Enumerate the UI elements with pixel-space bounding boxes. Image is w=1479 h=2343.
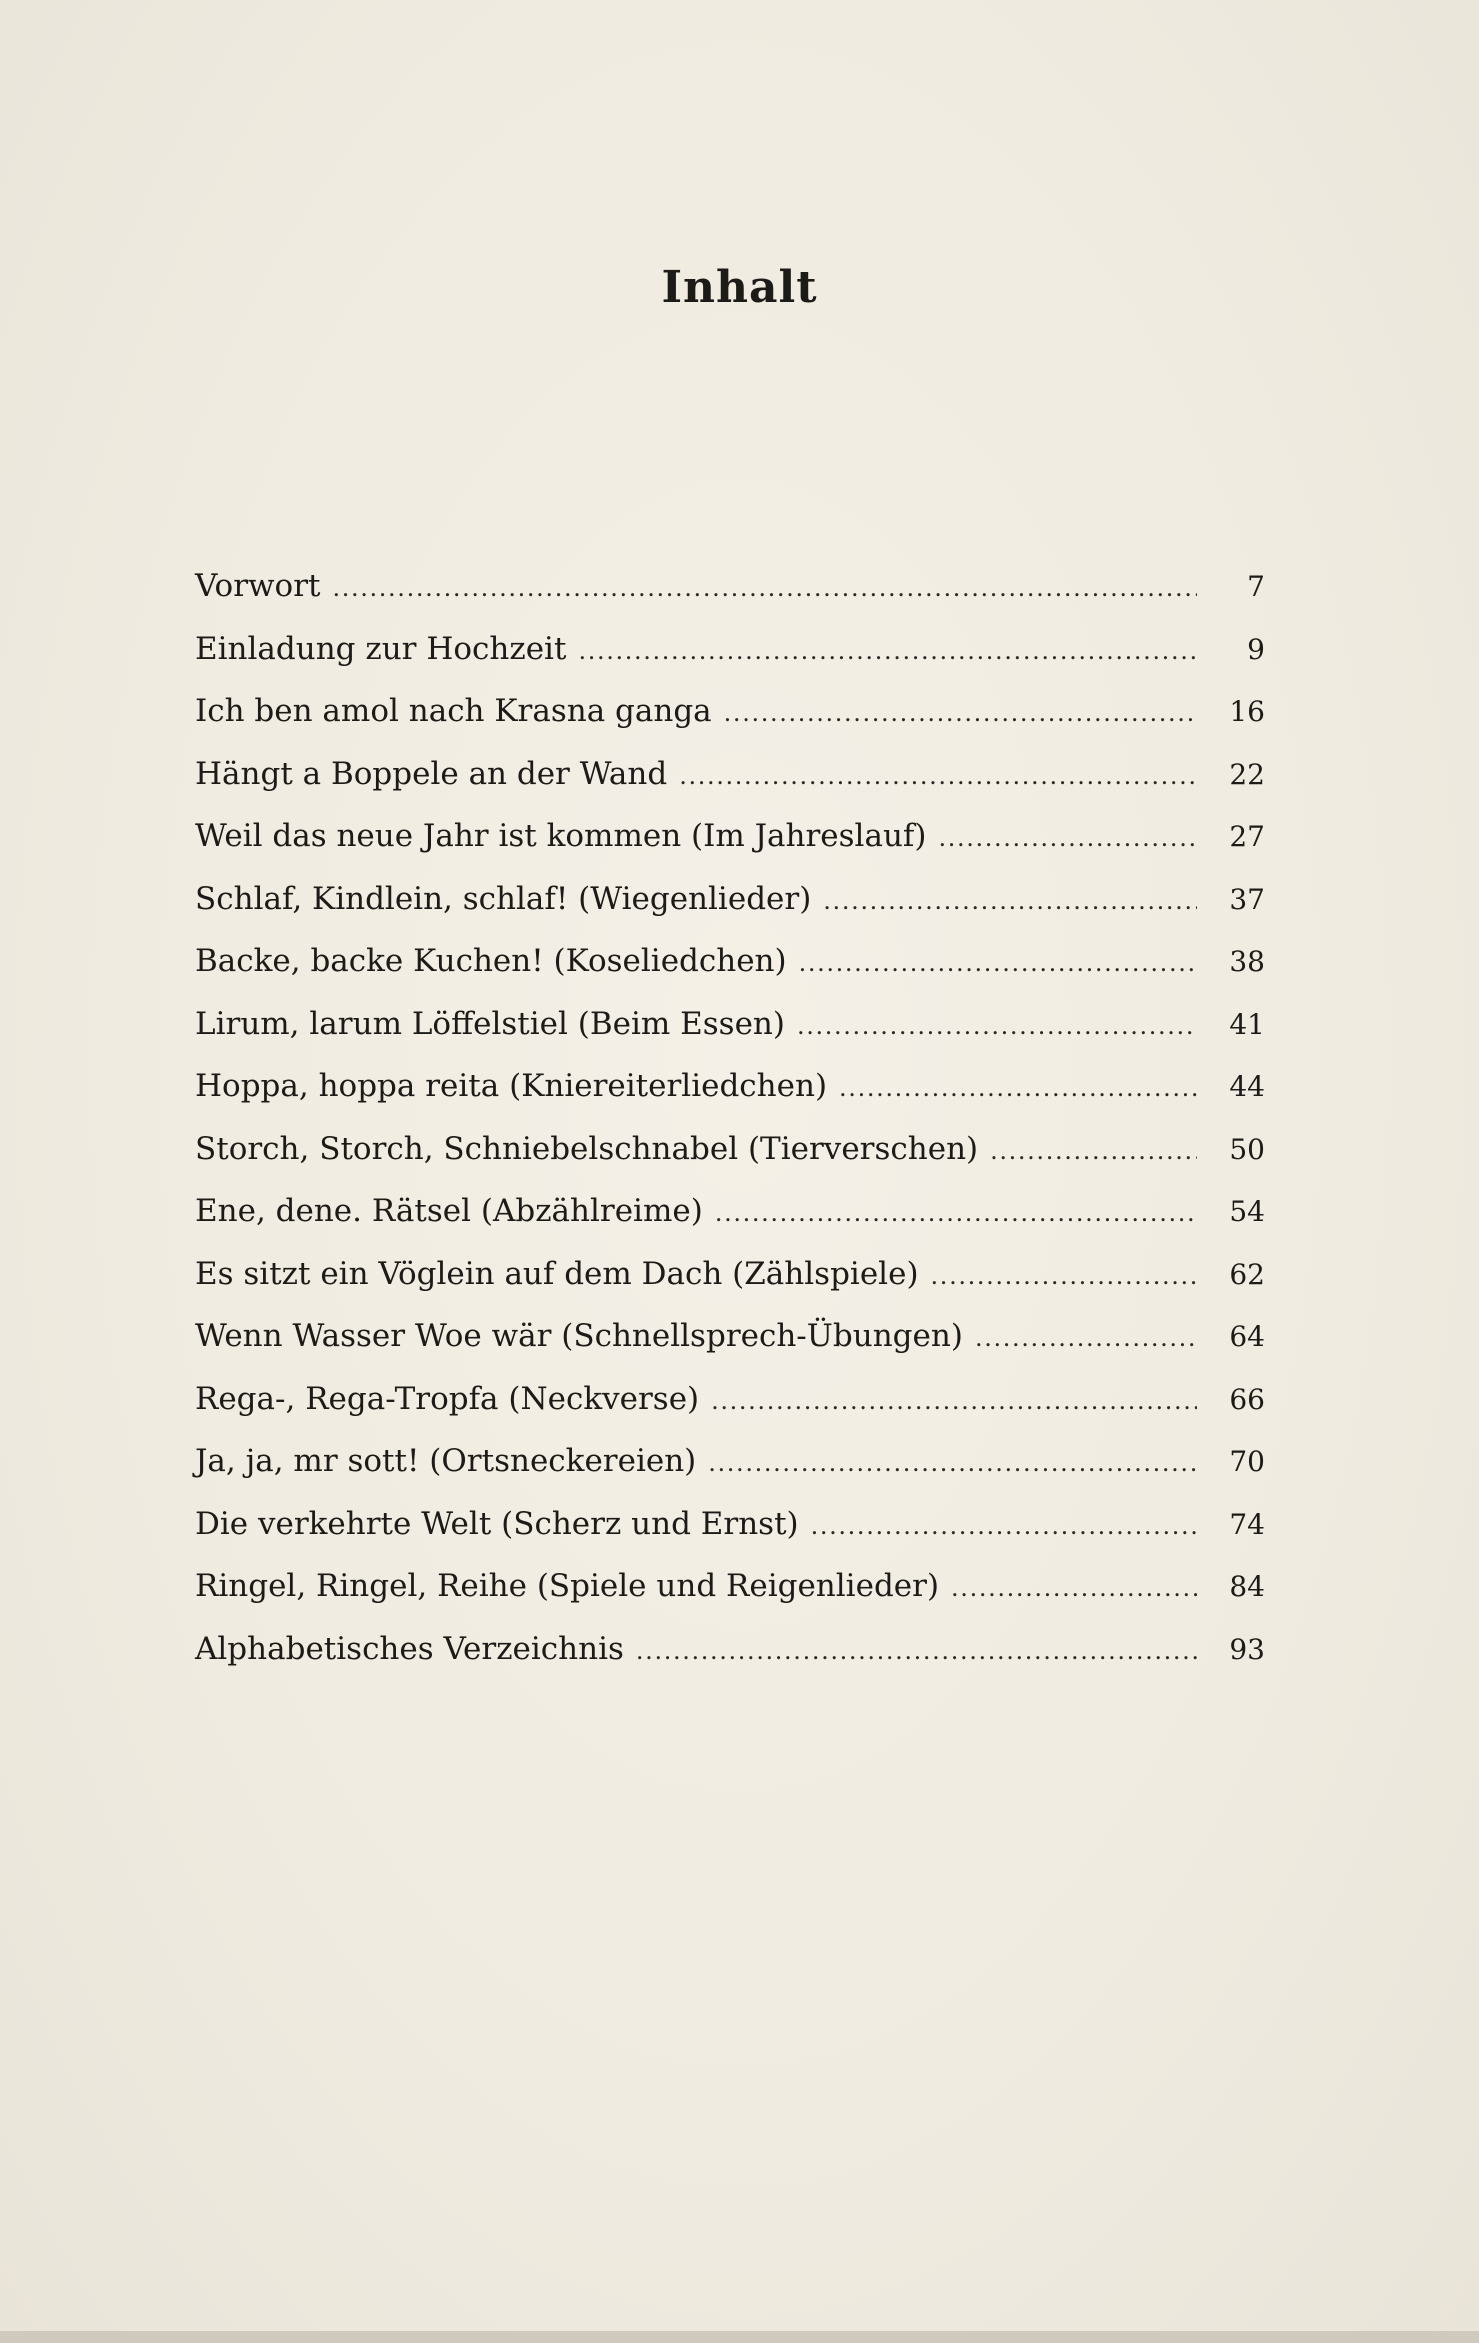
dot-leader bbox=[724, 699, 1197, 727]
dot-leader bbox=[938, 824, 1197, 852]
dot-leader bbox=[679, 762, 1197, 790]
toc-entry-page: 93 bbox=[1229, 1632, 1265, 1666]
toc-entry-page: 22 bbox=[1229, 757, 1265, 791]
toc-entry bbox=[195, 1631, 1265, 1694]
toc-entry-page: 41 bbox=[1229, 1007, 1265, 1041]
toc-entry bbox=[195, 1381, 1265, 1444]
dot-leader bbox=[578, 637, 1197, 665]
toc-entry-page: 37 bbox=[1229, 882, 1265, 916]
toc-entry-page: 74 bbox=[1229, 1507, 1265, 1541]
dot-leader bbox=[811, 1512, 1197, 1540]
toc-entry-title: Wenn Wasser Woe wär (Schnellsprech-Übungen) bbox=[195, 1318, 963, 1354]
toc-entry-title: Alphabetisches Verzeichnis bbox=[195, 1630, 624, 1667]
dot-leader bbox=[708, 1449, 1197, 1477]
dot-leader bbox=[715, 1199, 1197, 1227]
dot-leader bbox=[839, 1074, 1197, 1102]
toc-entry-page: 64 bbox=[1229, 1320, 1265, 1353]
toc-entry-title: Hoppa, hoppa reita (Kniereiterliedchen) bbox=[195, 1068, 828, 1104]
toc-entry bbox=[195, 693, 1265, 756]
toc-entry-page: 70 bbox=[1229, 1445, 1265, 1478]
toc-entry bbox=[195, 568, 1265, 631]
toc-entry-title: Ringel, Ringel, Reihe (Spiele und Reigenlieder) bbox=[195, 1568, 940, 1604]
toc-entry bbox=[195, 1568, 1265, 1631]
toc-entry bbox=[195, 1256, 1265, 1319]
dot-leader bbox=[711, 1387, 1197, 1415]
toc-entry-page: 16 bbox=[1229, 695, 1265, 728]
toc-entry bbox=[195, 881, 1265, 944]
toc-entry-title: Vorwort bbox=[195, 568, 321, 604]
toc-entry-title: Ene, dene. Rätsel (Abzählreime) bbox=[195, 1193, 703, 1229]
table-of-contents bbox=[195, 568, 1265, 1693]
toc-entry-page: 50 bbox=[1229, 1132, 1265, 1166]
toc-entry-page: 38 bbox=[1229, 945, 1265, 978]
toc-entry bbox=[195, 1006, 1265, 1069]
toc-entry-title: Einladung zur Hochzeit bbox=[195, 630, 567, 667]
toc-entry-page: 84 bbox=[1229, 1570, 1265, 1603]
toc-entry-title: Backe, backe Kuchen! (Koseliedchen) bbox=[195, 943, 787, 979]
toc-entry-title: Storch, Storch, Schniebelschnabel (Tierverschen) bbox=[195, 1130, 979, 1167]
toc-entry bbox=[195, 756, 1265, 819]
toc-entry-page: 27 bbox=[1229, 820, 1265, 853]
page-bottom-edge bbox=[0, 2331, 1479, 2343]
dot-leader bbox=[823, 887, 1197, 915]
toc-entry-title: Es sitzt ein Vöglein auf dem Dach (Zählspiele) bbox=[195, 1255, 919, 1292]
toc-entry-page: 9 bbox=[1247, 632, 1265, 666]
toc-entry-title: Die verkehrte Welt (Scherz und Ernst) bbox=[195, 1505, 799, 1542]
toc-entry-page: 66 bbox=[1229, 1382, 1265, 1416]
toc-entry-title: Rega-, Rega-Tropfa (Neckverse) bbox=[195, 1380, 700, 1417]
toc-entry-page: 7 bbox=[1247, 570, 1265, 603]
toc-entry-page: 54 bbox=[1229, 1195, 1265, 1228]
dot-leader bbox=[797, 1012, 1197, 1040]
toc-entry bbox=[195, 943, 1265, 1006]
toc-entry-title: Weil das neue Jahr ist kommen (Im Jahreslauf) bbox=[195, 818, 927, 854]
toc-entry-page: 62 bbox=[1229, 1257, 1265, 1291]
toc-entry bbox=[195, 1193, 1265, 1256]
toc-entry bbox=[195, 1131, 1265, 1194]
dot-leader bbox=[951, 1574, 1197, 1602]
toc-entry-title: Ja, ja, mr sott! (Ortsneckereien) bbox=[195, 1443, 697, 1479]
toc-entry bbox=[195, 631, 1265, 694]
toc-entry bbox=[195, 1318, 1265, 1381]
toc-entry-title: Lirum, larum Löffelstiel (Beim Essen) bbox=[195, 1005, 785, 1042]
toc-entry-title: Hängt a Boppele an der Wand bbox=[195, 755, 668, 792]
dot-leader bbox=[799, 949, 1197, 977]
dot-leader bbox=[636, 1637, 1197, 1665]
page-title: Inhalt bbox=[661, 262, 818, 313]
toc-entry bbox=[195, 1506, 1265, 1569]
dot-leader bbox=[333, 574, 1198, 602]
toc-entry-page: 44 bbox=[1229, 1070, 1265, 1103]
toc-entry bbox=[195, 818, 1265, 881]
dot-leader bbox=[990, 1137, 1197, 1165]
dot-leader bbox=[931, 1262, 1197, 1290]
toc-entry-title: Schlaf, Kindlein, schlaf! (Wiegenlieder) bbox=[195, 880, 812, 917]
dot-leader bbox=[975, 1324, 1197, 1352]
toc-entry bbox=[195, 1443, 1265, 1506]
toc-entry bbox=[195, 1068, 1265, 1131]
toc-entry-title: Ich ben amol nach Krasna ganga bbox=[195, 693, 712, 729]
